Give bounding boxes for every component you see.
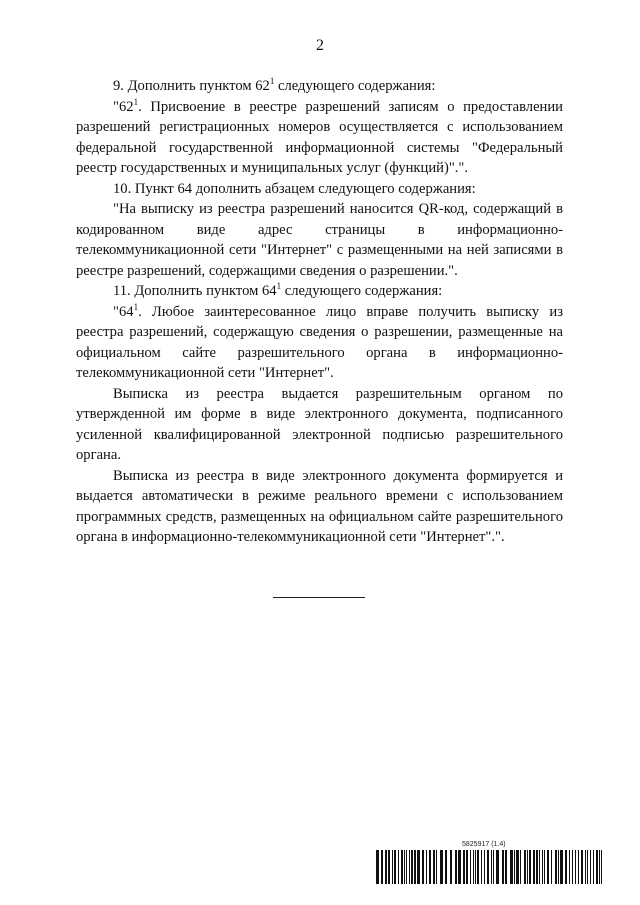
paragraph-text: 9. Дополнить пунктом 62 [113,78,270,94]
paragraph-item-9 [76,76,563,97]
page-number: 2 [316,37,324,54]
end-separator-line [273,597,365,598]
paragraph-qr-code [76,199,563,281]
paragraph-text: Выписка из реестра в виде электронного документа формируется и выдается автоматически в режиме реального времени с использованием программных средств, размещенных на официальном сайте разрешительного органа в информационно-телекоммуникационной сети "Интернет".". [76,467,563,545]
paragraph-point-64-1 [76,302,563,384]
paragraph-extract-automatic [76,466,563,548]
paragraph-text-after: следующего содержания: [281,283,443,299]
document-body [76,76,563,548]
document-code: 5825917 (1.4) [462,841,506,848]
superscript: 1 [133,301,139,312]
paragraph-text: Выписка из реестра выдается разрешительным органом по утвержденной им форме в виде электронного документа, подписанного усиленной квалифицированной электронной подписью разрешительного органа. [76,385,563,463]
paragraph-text-after: . Любое заинтересованное лицо вправе получить выписку из реестра разрешений, содержащую сведения о разрешении, размещенные на официальном сайте разрешительного органа в информационно-телекоммуникационной сети "Интернет". [76,303,563,381]
paragraph-item-10 [76,179,563,200]
paragraph-item-11 [76,281,563,302]
paragraph-extract-form [76,384,563,466]
barcode-icon [376,850,602,884]
superscript: 1 [133,96,139,107]
paragraph-point-62-1 [76,97,563,179]
paragraph-text: 10. Пункт 64 дополнить абзацем следующего содержания: [113,180,476,197]
paragraph-text-after: следующего содержания: [274,78,436,94]
paragraph-text: "62 [113,98,134,115]
paragraph-text: 11. Дополнить пунктом 64 [113,283,277,299]
superscript: 1 [276,281,282,291]
paragraph-text: "На выписку из реестра разрешений наносится QR-код, содержащий в кодированном виде адрес страницы в информационно-телекоммуникационной сети "Интернет" с размещенными на ней записями в реестре разрешений, содержащими сведения о разрешении.". [76,201,563,279]
paragraph-text: "64 [113,303,134,320]
paragraph-text-after: . Присвоение в реестре разрешений записям о предоставлении разрешений регистрационных номеров осуществляется с использованием федеральной государственной информационной системы "Федеральный реестр государственных и муниципальных услуг (функций)".". [76,98,563,176]
superscript: 1 [269,76,275,86]
